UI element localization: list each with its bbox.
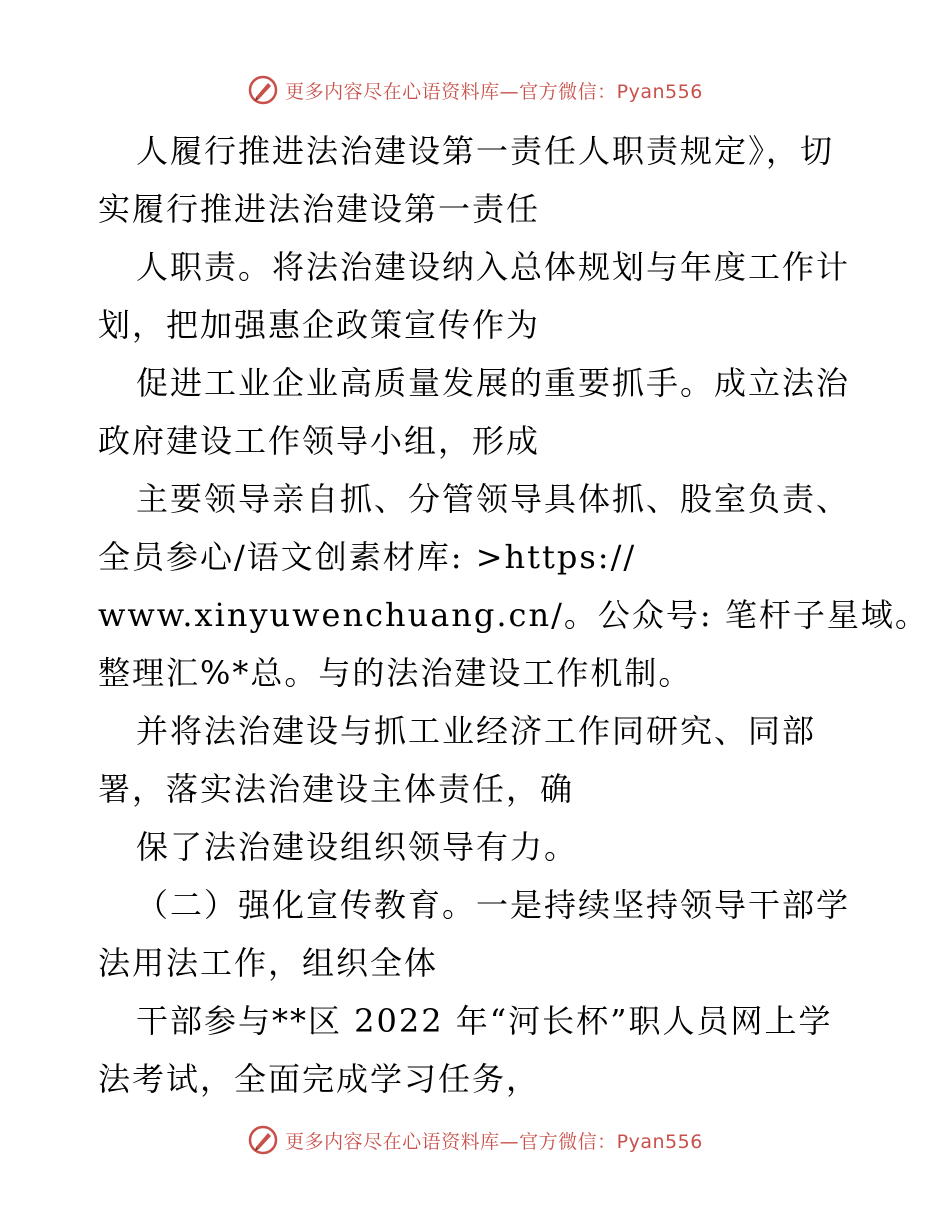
paragraph-line: 划，把加强惠企政策宣传作为 — [98, 306, 541, 344]
paragraph-line: 干部参与**区 2022 年“河长杯”职人员网上学 — [136, 1002, 833, 1040]
document-body — [98, 122, 929, 1108]
paragraph-line: 法用法工作，组织全体 — [98, 944, 439, 982]
paragraph-line: www.xinyuwenchuang.cn/。公众号: 笔杆子星域。 — [98, 596, 929, 634]
paragraph-line: 主要领导亲自抓、分管领导具体抓、股室负责、 — [136, 480, 851, 518]
header-watermark-banner — [0, 70, 950, 110]
paragraph-line: 保了法治建设组织领导有力。 — [136, 828, 579, 866]
footer-watermark-text: 更多内容尽在心语资料库—官方微信：Pyan556 — [285, 1130, 703, 1153]
paragraph-line: 人履行推进法治建设第一责任人职责规定》，切 — [136, 132, 835, 170]
paragraph-line: 政府建设工作领导小组，形成 — [98, 422, 541, 460]
paragraph-line: 促进工业企业高质量发展的重要抓手。成立法治 — [136, 364, 851, 402]
paragraph-line: 署，落实法治建设主体责任，确 — [98, 770, 575, 808]
paragraph-line: 法考试，全面完成学习任务， — [98, 1060, 541, 1098]
paragraph-line: 全员参心/语文创素材库: >https:// — [98, 538, 637, 576]
header-watermark-text: 更多内容尽在心语资料库—官方微信：Pyan556 — [285, 80, 703, 103]
pen-circle-logo-icon — [247, 74, 279, 106]
footer-watermark-banner — [0, 1120, 950, 1160]
paragraph-line: 实履行推进法治建设第一责任 — [98, 190, 541, 228]
paragraph-line: 人职责。将法治建设纳入总体规划与年度工作计 — [136, 248, 851, 286]
pen-circle-logo-icon — [247, 1124, 279, 1156]
paragraph-line: 整理汇%*总。与的法治建设工作机制。 — [98, 654, 693, 692]
paragraph-line: 并将法治建设与抓工业经济工作同研究、同部 — [136, 712, 817, 750]
paragraph-line: （二）强化宣传教育。一是持续坚持领导干部学 — [136, 886, 851, 924]
